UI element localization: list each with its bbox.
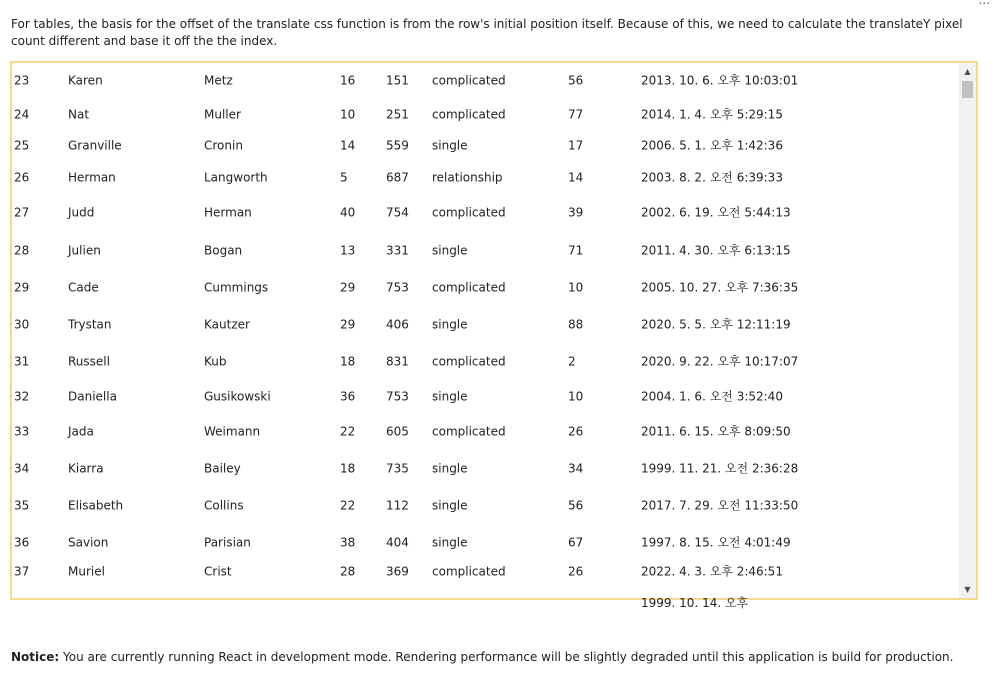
cell-age: 10 [340, 107, 356, 121]
cell-age: 22 [340, 498, 356, 512]
cell-age: 28 [340, 564, 356, 579]
cell-status: relationship [432, 170, 503, 184]
cell-visits: 112 [386, 498, 409, 512]
cell-visits: 753 [386, 389, 409, 403]
cell-age: 13 [340, 243, 356, 257]
cell-progress: 10 [568, 389, 584, 403]
cell-date: 2020. 9. 22. 오후 10:17:07 [641, 354, 799, 368]
cell-progress: 56 [568, 73, 584, 88]
table-row [12, 413, 962, 450]
cell-visits: 605 [386, 424, 409, 438]
cell-date: 2005. 10. 27. 오후 7:36:35 [641, 280, 799, 294]
cell-progress: 10 [568, 280, 584, 294]
cell-age: 5 [340, 170, 348, 184]
cell-progress: 26 [568, 564, 584, 579]
table-row [12, 232, 962, 269]
notice-label: Notice: [11, 650, 60, 664]
cell-last: Bogan [204, 243, 243, 257]
cell-progress: 14 [568, 170, 584, 184]
cell-last: Bailey [204, 461, 241, 475]
cell-id: 30 [14, 317, 30, 331]
cell-age: 18 [340, 461, 356, 475]
cell-status: complicated [432, 73, 506, 88]
cell-id: 35 [14, 498, 30, 512]
cell-id: 34 [14, 461, 30, 475]
table-row [12, 194, 962, 232]
table-row [12, 450, 962, 487]
cell-date: 2013. 10. 6. 오후 10:03:01 [641, 73, 799, 88]
cell-date: 2011. 6. 15. 오후 8:09:50 [641, 424, 791, 438]
cell-progress: 2 [568, 354, 576, 368]
cell-visits: 404 [386, 535, 409, 549]
table-row [12, 99, 962, 130]
table-row [12, 63, 962, 99]
table-scrollbar[interactable] [959, 63, 976, 598]
cell-date: 2002. 6. 19. 오전 5:44:13 [641, 205, 791, 220]
cell-status: complicated [432, 205, 506, 220]
cell-id: 31 [14, 354, 30, 368]
cell-first: Karen [68, 73, 103, 88]
cell-visits: 369 [386, 564, 409, 579]
cell-date: 2003. 8. 2. 오전 6:39:33 [641, 170, 783, 184]
cell-last: Collins [204, 498, 244, 512]
cell-visits: 151 [386, 73, 409, 88]
cell-age: 40 [340, 205, 356, 220]
cell-progress: 39 [568, 205, 584, 220]
cell-date: 2014. 1. 4. 오후 5:29:15 [641, 107, 783, 121]
cell-first: Julien [68, 243, 101, 257]
table-row [12, 343, 962, 380]
cell-status: single [432, 498, 468, 512]
cell-progress: 71 [568, 243, 584, 257]
cell-age: 29 [340, 317, 356, 331]
cell-id: 28 [14, 243, 30, 257]
cell-date: 1999. 10. 14. 오후 [641, 596, 749, 610]
cell-visits: 687 [386, 170, 409, 184]
cell-progress: 88 [568, 317, 584, 331]
cell-first: Daniella [68, 389, 117, 403]
cell-last: Cummings [204, 280, 269, 294]
cell-first: Herman [68, 170, 116, 184]
scroll-up-icon[interactable]: ▲ [964, 67, 971, 76]
cell-status: complicated [432, 280, 506, 294]
cell-id: 27 [14, 205, 30, 220]
cell-last: Kautzer [204, 317, 250, 331]
cell-age: 38 [340, 535, 356, 549]
cell-id: 29 [14, 280, 30, 294]
cell-visits: 831 [386, 354, 409, 368]
cell-last: Langworth [204, 170, 268, 184]
cell-date: 2006. 5. 1. 오후 1:42:36 [641, 138, 783, 152]
cell-status: single [432, 389, 468, 403]
cell-status: complicated [432, 424, 506, 438]
cell-status: single [432, 317, 468, 331]
cell-date: 1999. 11. 21. 오전 2:36:28 [641, 461, 799, 475]
cell-last: Metz [204, 73, 233, 88]
cell-visits: 735 [386, 461, 409, 475]
cell-date: 1997. 8. 15. 오전 4:01:49 [641, 535, 791, 549]
cell-id: 37 [14, 564, 30, 579]
cell-id: 26 [14, 170, 30, 184]
cell-visits: 559 [386, 138, 409, 152]
cell-age: 16 [340, 73, 356, 88]
cell-last: Weimann [204, 424, 261, 438]
cell-age: 29 [340, 280, 356, 294]
cell-age: 18 [340, 354, 356, 368]
cell-first: Russell [68, 354, 110, 368]
cell-status: single [432, 243, 468, 257]
cell-visits: 251 [386, 107, 409, 121]
table-row [12, 161, 962, 194]
table-row [12, 380, 962, 413]
cell-status: complicated [432, 564, 506, 579]
cell-id: 23 [14, 73, 30, 88]
cell-date: 2020. 5. 5. 오후 12:11:19 [641, 317, 791, 331]
scroll-down-icon[interactable]: ▼ [964, 585, 971, 594]
table-row [12, 487, 962, 524]
notice-text: You are currently running React in development mode. Rendering performance will be slightly degraded until this application is build for production. [59, 650, 954, 664]
cell-status: complicated [432, 354, 506, 368]
cell-last: Gusikowski [204, 389, 271, 403]
cell-first: Savion [68, 535, 109, 549]
cell-last: Muller [204, 107, 241, 121]
cell-visits: 406 [386, 317, 409, 331]
cell-date: 2011. 4. 30. 오후 6:13:15 [641, 243, 791, 257]
table-row [12, 561, 962, 583]
cell-first: Trystan [68, 317, 112, 331]
cell-date: 2017. 7. 29. 오전 11:33:50 [641, 498, 799, 512]
cell-first: Kiarra [68, 461, 104, 475]
cell-last: Parisian [204, 535, 251, 549]
table-row [12, 524, 962, 561]
cell-progress: 77 [568, 107, 584, 121]
cell-progress: 34 [568, 461, 584, 475]
cell-first: Nat [68, 107, 90, 121]
dev-mode-notice [11, 650, 953, 664]
cell-last: Cronin [204, 138, 243, 152]
cell-id: 32 [14, 389, 30, 403]
cell-id: 33 [14, 424, 30, 438]
cell-visits: 331 [386, 243, 409, 257]
cell-progress: 56 [568, 498, 584, 512]
cell-first: Judd [68, 205, 95, 220]
cell-visits: 753 [386, 280, 409, 294]
cell-progress: 26 [568, 424, 584, 438]
table-row [12, 269, 962, 306]
cell-last: Kub [204, 354, 227, 368]
cell-progress: 67 [568, 535, 584, 549]
cell-id: 25 [14, 138, 30, 152]
scroll-thumb[interactable] [962, 81, 973, 98]
table-row [12, 130, 962, 161]
cell-status: complicated [432, 107, 506, 121]
cell-first: Muriel [68, 564, 105, 579]
virtual-table[interactable] [10, 61, 978, 610]
cell-id: 36 [14, 535, 30, 549]
cell-age: 22 [340, 424, 356, 438]
cell-last: Crist [204, 564, 232, 579]
intro-text: For tables, the basis for the offset of the translate css function is from the row's initial position itself. Because of this, we need to calculate the translateY pixel count different and base it off the the index. [11, 17, 963, 48]
cell-progress: 17 [568, 138, 584, 152]
table-row [12, 306, 962, 343]
cell-first: Cade [68, 280, 99, 294]
cell-first: Granville [68, 138, 122, 152]
cell-first: Jada [68, 424, 94, 438]
cell-visits: 754 [386, 205, 409, 220]
cell-first: Elisabeth [68, 498, 124, 512]
cell-age: 36 [340, 389, 356, 403]
cell-status: single [432, 138, 468, 152]
table-row [12, 583, 962, 623]
cell-date: 2004. 1. 6. 오전 3:52:40 [641, 389, 783, 403]
clipped-header-text: ... [978, 0, 990, 7]
cell-status: single [432, 461, 468, 475]
cell-age: 14 [340, 138, 356, 152]
cell-id: 24 [14, 107, 30, 121]
cell-last: Herman [204, 205, 252, 220]
cell-status: single [432, 535, 468, 549]
cell-date: 2022. 4. 3. 오후 2:46:51 [641, 564, 783, 579]
